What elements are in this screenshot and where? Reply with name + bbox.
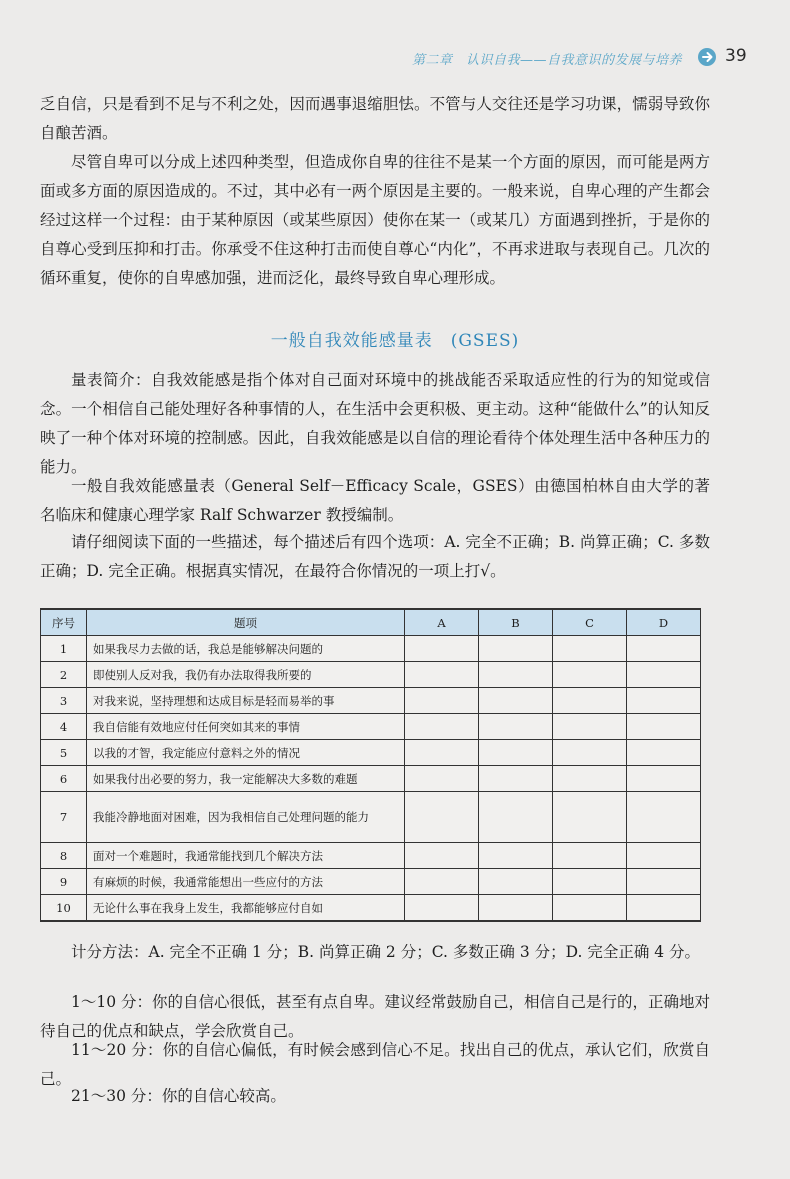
- answer-cell-c[interactable]: [553, 895, 627, 922]
- header-option-d: D: [627, 609, 701, 636]
- answer-cell-c[interactable]: [553, 843, 627, 869]
- table-row: [41, 843, 701, 869]
- row-num: 4: [41, 714, 87, 740]
- header-option-a: A: [405, 609, 479, 636]
- row-item: 即使别人反对我，我仍有办法取得我所要的: [87, 662, 405, 688]
- scale-origin: [40, 472, 710, 530]
- answer-cell-a[interactable]: [405, 662, 479, 688]
- answer-cell-c[interactable]: [553, 740, 627, 766]
- answer-cell-b[interactable]: [479, 688, 553, 714]
- row-num: 6: [41, 766, 87, 792]
- row-item: 如果我付出必要的努力，我一定能解决大多数的难题: [87, 766, 405, 792]
- answer-cell-b[interactable]: [479, 662, 553, 688]
- row-item: 以我的才智，我定能应付意料之外的情况: [87, 740, 405, 766]
- answer-cell-a[interactable]: [405, 869, 479, 895]
- section-title: [0, 326, 790, 351]
- paragraph-text: 尽管自卑可以分成上述四种类型，但造成你自卑的往往不是某一个方面的原因，而可能是两方面或多方面的原因造成的。不过，其中必有一两个原因是主要的。一般来说，自卑心理的产生都会经过这样一个过程：由于某种原因（或某些原因）使你在某一（或某几）方面遇到挫折，于是你的自尊心受到压抑和打击。你承受不住这种打击而使自尊心“内化”，不再求进取与表现自己。几次的循环重复，使你的自卑感加强，进而泛化，最终导致自卑心理形成。: [40, 153, 710, 287]
- page-number: 39: [725, 46, 747, 66]
- row-item: 我能冷静地面对困难，因为我相信自己处理问题的能力: [87, 792, 405, 843]
- table-row: [41, 766, 701, 792]
- answer-cell-b[interactable]: [479, 636, 553, 662]
- header-item: 题项: [87, 609, 405, 636]
- header-num: 序号: [41, 609, 87, 636]
- answer-cell-c[interactable]: [553, 869, 627, 895]
- answer-cell-c[interactable]: [553, 792, 627, 843]
- row-item: 有麻烦的时候，我通常能想出一些应付的方法: [87, 869, 405, 895]
- answer-cell-d[interactable]: [627, 895, 701, 922]
- table-row: [41, 688, 701, 714]
- paragraph-text: 乏自信，只是看到不足与不利之处，因而遇事退缩胆怯。不管与人交往还是学习功课，懦弱导致你自酿苦酒。: [40, 95, 710, 142]
- paragraph-text: 11～20 分：你的自信心偏低，有时候会感到信心不足。找出自己的优点，承认它们，欣赏自己。: [40, 1041, 710, 1088]
- paragraph-text: 请仔细阅读下面的一些描述，每个描述后有四个选项：A. 完全不正确；B. 尚算正确；C. 多数正确；D. 完全正确。根据真实情况，在最符合你情况的一项上打√。: [40, 533, 710, 580]
- table-row: [41, 662, 701, 688]
- answer-cell-d[interactable]: [627, 869, 701, 895]
- row-num: 1: [41, 636, 87, 662]
- row-item: 我自信能有效地应付任何突如其来的事情: [87, 714, 405, 740]
- answer-cell-c[interactable]: [553, 636, 627, 662]
- row-num: 8: [41, 843, 87, 869]
- table-row: [41, 792, 701, 843]
- answer-cell-b[interactable]: [479, 792, 553, 843]
- answer-cell-a[interactable]: [405, 740, 479, 766]
- row-num: 10: [41, 895, 87, 922]
- row-num: 9: [41, 869, 87, 895]
- paragraph-text: 一般自我效能感量表（General Self－Efficacy Scale，GSES）由德国柏林自由大学的著名临床和健康心理学家 Ralf Schwarzer 教授编制。: [40, 477, 710, 524]
- answer-cell-a[interactable]: [405, 714, 479, 740]
- row-num: 7: [41, 792, 87, 843]
- answer-cell-c[interactable]: [553, 662, 627, 688]
- table-row: [41, 714, 701, 740]
- answer-cell-c[interactable]: [553, 688, 627, 714]
- answer-cell-b[interactable]: [479, 869, 553, 895]
- row-num: 3: [41, 688, 87, 714]
- answer-cell-d[interactable]: [627, 714, 701, 740]
- header-option-b: B: [479, 609, 553, 636]
- answer-cell-a[interactable]: [405, 895, 479, 922]
- section-title-abbr: (GSES): [450, 331, 520, 351]
- answer-cell-b[interactable]: [479, 740, 553, 766]
- table-row: [41, 869, 701, 895]
- scoring-method: [40, 938, 710, 967]
- answer-cell-d[interactable]: [627, 792, 701, 843]
- answer-cell-d[interactable]: [627, 843, 701, 869]
- gses-table: [40, 608, 701, 922]
- header-option-c: C: [553, 609, 627, 636]
- scale-intro: [40, 366, 710, 482]
- answer-cell-a[interactable]: [405, 843, 479, 869]
- row-num: 5: [41, 740, 87, 766]
- paragraph-text: 量表简介：自我效能感是指个体对自己面对环境中的挑战能否采取适应性的行为的知觉或信念。一个相信自己能处理好各种事情的人，在生活中会更积极、更主动。这种“能做什么”的认知反映了一种个体对环境的控制感。因此，自我效能感是以自信的理论看待个体处理生活中各种压力的能力。: [40, 371, 710, 476]
- answer-cell-b[interactable]: [479, 766, 553, 792]
- row-num: 2: [41, 662, 87, 688]
- paragraph-text: 21～30 分：你的自信心较高。: [71, 1087, 286, 1105]
- answer-cell-a[interactable]: [405, 688, 479, 714]
- paragraph-text: 1～10 分：你的自信心很低，甚至有点自卑。建议经常鼓励自己，相信自己是行的，正确地对待自己的优点和缺点，学会欣赏自己。: [40, 993, 711, 1040]
- answer-cell-c[interactable]: [553, 714, 627, 740]
- row-item: 如果我尽力去做的话，我总是能够解决问题的: [87, 636, 405, 662]
- answer-cell-d[interactable]: [627, 636, 701, 662]
- answer-cell-a[interactable]: [405, 792, 479, 843]
- paragraph-inferiority-process: [40, 148, 710, 293]
- answer-cell-d[interactable]: [627, 766, 701, 792]
- answer-cell-d[interactable]: [627, 740, 701, 766]
- answer-cell-d[interactable]: [627, 662, 701, 688]
- answer-cell-b[interactable]: [479, 843, 553, 869]
- scoring-range-high: [40, 1082, 710, 1111]
- table-header-row: [41, 609, 701, 636]
- answer-cell-a[interactable]: [405, 636, 479, 662]
- table-row: [41, 636, 701, 662]
- table-row: [41, 895, 701, 922]
- answer-cell-c[interactable]: [553, 766, 627, 792]
- answer-cell-b[interactable]: [479, 895, 553, 922]
- paragraph-text: 计分方法：A. 完全不正确 1 分；B. 尚算正确 2 分；C. 多数正确 3 分；D. 完全正确 4 分。: [71, 943, 701, 961]
- scale-instructions: [40, 528, 710, 586]
- row-item: 无论什么事在我身上发生，我都能够应付自如: [87, 895, 405, 922]
- table-row: [41, 740, 701, 766]
- chevron-right-icon: [697, 47, 717, 67]
- row-item: 面对一个难题时，我通常能找到几个解决方法: [87, 843, 405, 869]
- section-title-text: 一般自我效能感量表: [270, 331, 433, 351]
- paragraph-self-doubt: [40, 90, 710, 148]
- answer-cell-d[interactable]: [627, 688, 701, 714]
- answer-cell-b[interactable]: [479, 714, 553, 740]
- answer-cell-a[interactable]: [405, 766, 479, 792]
- page-header: [0, 46, 790, 70]
- running-title: 第二章 认识自我——自我意识的发展与培养: [411, 53, 682, 68]
- row-item: 对我来说，坚持理想和达成目标是轻而易举的事: [87, 688, 405, 714]
